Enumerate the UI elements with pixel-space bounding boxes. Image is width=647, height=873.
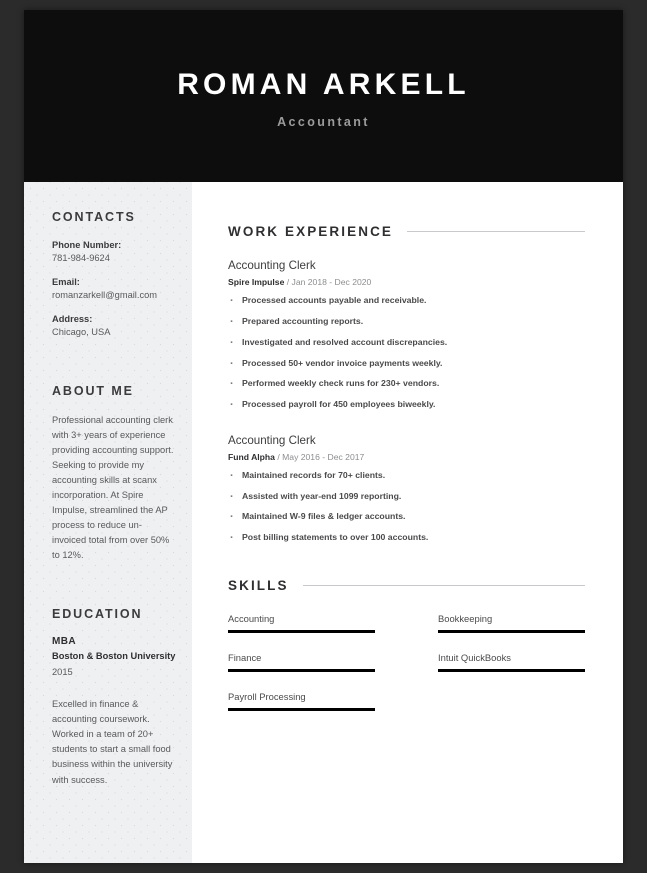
job-bullet: · Post billing statements to over 100 accounts.: [228, 532, 585, 543]
about-me-heading: ABOUT ME: [52, 383, 134, 398]
skill-level-bar: [228, 630, 375, 633]
job-bullet: · Assisted with year-end 1099 reporting.: [228, 491, 585, 502]
contact-value-email[interactable]: romanzarkell@gmail.com: [52, 290, 158, 301]
skill-name: Payroll Processing: [228, 691, 306, 703]
skills-grid-gap: [375, 652, 438, 691]
contact-label-phone: Phone Number:: [52, 240, 122, 250]
main-content: [192, 182, 623, 863]
skills-grid-gap: [375, 691, 438, 730]
skills-header: [228, 578, 585, 593]
skill-level-fill: [438, 630, 585, 633]
skills-section: [228, 578, 585, 731]
job-separator: /: [286, 277, 290, 288]
skill-level-fill: [228, 669, 375, 672]
candidate-job-title: Accountant: [277, 114, 370, 129]
skill-item: [228, 691, 375, 711]
job-bullet: · Processed 50+ vendor invoice payments weekly.: [228, 358, 585, 369]
job-bullet: · Performed weekly check runs for 230+ vendors.: [228, 378, 585, 389]
skill-name: Intuit QuickBooks: [438, 651, 511, 663]
work-experience-header: [228, 224, 585, 239]
skill-level-fill: [438, 669, 585, 672]
contact-value-address: Chicago, USA: [52, 327, 111, 338]
job-dates: Jan 2018 - Dec 2020: [291, 277, 372, 288]
job-bullet-list: [228, 295, 585, 410]
skill-item: [438, 613, 585, 633]
skill-item: [228, 652, 375, 672]
job-bullet: · Maintained records for 70+ clients.: [228, 470, 585, 481]
skills-grid-gap: [375, 613, 438, 652]
job-bullet: · Prepared accounting reports.: [228, 316, 585, 327]
work-experience-section: [228, 224, 585, 544]
section-divider-rule: [303, 585, 585, 586]
skill-name: Finance: [228, 651, 262, 663]
job-dates: May 2016 - Dec 2017: [282, 451, 365, 462]
contacts-heading: CONTACTS: [52, 210, 136, 224]
work-experience-heading: WORK EXPERIENCE: [228, 224, 394, 239]
skill-item: [228, 613, 375, 633]
job-separator: /: [277, 451, 280, 462]
resume-page: [24, 10, 623, 863]
skill-name: Accounting: [228, 612, 275, 624]
job-company: Fund Alpha: [228, 451, 275, 462]
education-description: Excelled in finance & accounting coursework. Worked in a team of 20+ students to start a small food business within the university with success.: [52, 699, 173, 785]
skill-level-bar: [438, 630, 585, 633]
job-meta: [228, 277, 585, 288]
candidate-name: ROMAN ARKELL: [177, 67, 470, 101]
section-divider-rule: [407, 231, 585, 232]
job-entry: [228, 258, 585, 411]
contact-item-email: [52, 276, 176, 303]
skill-level-fill: [228, 708, 375, 711]
job-role: Accounting Clerk: [228, 433, 316, 447]
contact-item-phone: [52, 239, 176, 266]
job-bullet-list: [228, 470, 585, 544]
skill-level-bar: [228, 669, 375, 672]
skill-level-fill: [228, 630, 375, 633]
skill-item: [438, 652, 585, 672]
job-bullet: · Processed payroll for 450 employees biweekly.: [228, 399, 585, 410]
education-degree: MBA: [52, 636, 76, 648]
job-role: Accounting Clerk: [228, 259, 316, 272]
skill-level-bar: [438, 669, 585, 672]
job-entry: [228, 433, 585, 544]
job-bullet: · Processed accounts payable and receivable.: [228, 295, 585, 306]
contact-label-email: Email:: [52, 276, 80, 287]
skill-level-bar: [228, 708, 375, 711]
contact-value-phone[interactable]: 781-984-9624: [52, 253, 110, 264]
education-heading: EDUCATION: [52, 607, 143, 622]
skill-name: Bookkeeping: [438, 612, 493, 624]
contact-label-address: Address:: [52, 313, 93, 324]
job-meta: [228, 452, 585, 463]
education-school: Boston & Boston University: [52, 651, 176, 662]
job-company: Spire Impulse: [228, 277, 285, 288]
about-me-text: Professional accounting clerk with 3+ years of experience providing accounting support. Seeking to provide my accounting skills at scanx incorporation. At Spire Impulse, streamlined the AP process to reduce un-invoiced total from over 50% to 12%.: [52, 414, 174, 561]
education-entry: [52, 636, 176, 787]
skills-grid: [228, 613, 585, 731]
education-year: 2015: [52, 666, 73, 677]
sidebar: [24, 182, 192, 863]
resume-header: [24, 10, 623, 182]
resume-body: [24, 182, 623, 863]
job-bullet: · Investigated and resolved account discrepancies.: [228, 337, 585, 348]
contact-item-address: [52, 313, 176, 340]
skills-heading: SKILLS: [228, 577, 289, 593]
job-bullet: · Maintained W-9 files & ledger accounts.: [228, 511, 585, 522]
skills-grid-gap: [438, 691, 585, 730]
